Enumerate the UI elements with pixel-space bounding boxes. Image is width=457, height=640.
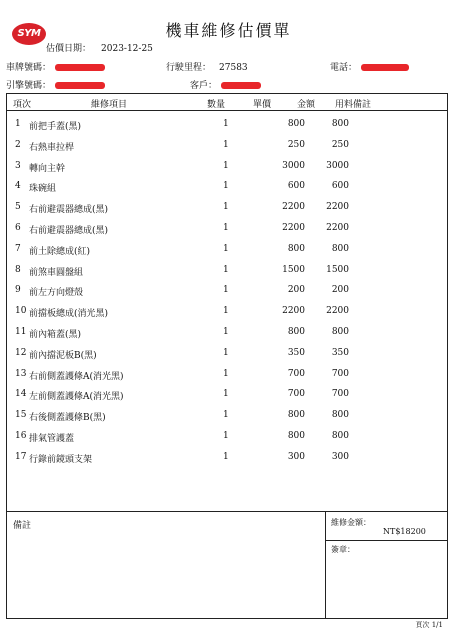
- table-row: [7, 322, 447, 342]
- engine-label: 引擎號碼：: [6, 81, 52, 91]
- row-item-name: 前把手蓋(黑): [29, 122, 82, 132]
- row-amount: 350: [331, 347, 349, 358]
- table-row: [7, 239, 447, 259]
- row-qty: 1: [223, 306, 229, 317]
- header-qty: 數量: [207, 100, 226, 110]
- total-value: NT$18200: [383, 527, 426, 536]
- row-price: 3000: [282, 160, 305, 171]
- table-row: [7, 280, 447, 300]
- row-qty: 1: [223, 431, 229, 441]
- table-row: [7, 114, 447, 134]
- row-price: 2200: [282, 306, 305, 317]
- row-amount: 700: [331, 368, 349, 379]
- row-no: 6: [15, 223, 21, 233]
- row-price: 250: [287, 139, 305, 150]
- row-qty: 1: [223, 451, 229, 462]
- row-amount: 800: [331, 243, 349, 254]
- row-qty: 1: [223, 389, 229, 400]
- row-qty: 1: [223, 181, 229, 192]
- row-qty: 1: [223, 243, 229, 254]
- row-item-name: 行錄前鏡頭支架: [29, 454, 93, 465]
- row-item-name: 排氣管護蓋: [29, 434, 75, 444]
- row-item-name: 前內擋泥板B(黑): [29, 350, 97, 361]
- row-amount: 200: [331, 285, 349, 296]
- plate-redaction: [55, 64, 105, 71]
- row-amount: 800: [331, 119, 349, 129]
- table-row: [7, 364, 447, 384]
- row-no: 8: [15, 264, 21, 275]
- row-qty: 1: [223, 202, 229, 213]
- row-price: 800: [287, 327, 305, 337]
- mileage-label: 行駛里程：: [166, 63, 212, 73]
- row-amount: 300: [331, 451, 349, 462]
- row-no: 3: [15, 160, 21, 171]
- row-no: 13: [15, 368, 27, 379]
- document-title: 機車維修估價單: [165, 21, 292, 40]
- signature-label: 簽章：: [331, 545, 355, 554]
- row-qty: 1: [223, 368, 229, 379]
- customer-label: 客戶：: [190, 81, 218, 91]
- row-no: 11: [15, 327, 27, 337]
- table-row: [7, 447, 447, 467]
- row-qty: 1: [223, 285, 229, 296]
- row-no: 15: [15, 410, 27, 421]
- remarks-label: 備註: [13, 521, 32, 531]
- phone-redaction: [361, 64, 409, 71]
- phone-field: [330, 60, 409, 73]
- table-row: [7, 426, 447, 446]
- row-price: 700: [287, 368, 305, 379]
- row-qty: 1: [223, 264, 229, 275]
- header-no: 項次: [13, 100, 32, 110]
- plate-label: 車牌號碼：: [6, 63, 52, 73]
- row-amount: 3000: [326, 160, 349, 171]
- row-item-name: 右前避震器總成(黑): [29, 205, 109, 216]
- row-price: 800: [287, 431, 305, 441]
- plate-field: [6, 60, 105, 73]
- row-price: 1500: [282, 264, 305, 275]
- row-amount: 800: [331, 410, 349, 421]
- row-item-name: 前內箱蓋(黑): [29, 330, 82, 340]
- row-no: 12: [15, 347, 27, 358]
- row-amount: 800: [331, 431, 349, 441]
- row-amount: 250: [331, 139, 349, 150]
- row-qty: 1: [223, 347, 229, 358]
- row-price: 800: [287, 119, 305, 129]
- row-no: 2: [15, 139, 21, 150]
- row-item-name: 前煞車圓盤組: [29, 267, 84, 278]
- row-amount: 2200: [326, 202, 349, 213]
- row-item-name: 前土除總成(紅): [29, 246, 91, 257]
- row-price: 2200: [282, 223, 305, 233]
- table-row: [7, 135, 447, 155]
- estimate-table: [6, 93, 448, 619]
- row-item-name: 前擋板總成(消光黑): [29, 309, 109, 320]
- row-item-name: 右前避震器總成(黑): [29, 226, 109, 236]
- row-qty: 1: [223, 139, 229, 150]
- row-amount: 1500: [326, 264, 349, 275]
- row-item-name: 右後側蓋護條B(黑): [29, 413, 106, 424]
- row-price: 800: [287, 243, 305, 254]
- customer-field: [190, 78, 261, 91]
- mileage-field: [166, 60, 248, 73]
- row-no: 4: [15, 181, 21, 192]
- row-price: 300: [287, 451, 305, 462]
- row-item-name: 右前側蓋護條A(消光黑): [29, 371, 124, 382]
- customer-redaction: [221, 82, 261, 89]
- row-price: 700: [287, 389, 305, 400]
- engine-field: [6, 78, 105, 91]
- estimate-date: [46, 41, 153, 54]
- row-amount: 700: [331, 389, 349, 400]
- footer-divider: [7, 511, 447, 512]
- sym-logo: SYM: [12, 23, 46, 45]
- table-row: [7, 301, 447, 321]
- page-number: 頁次 1/1: [415, 621, 443, 629]
- row-no: 7: [15, 243, 21, 254]
- mileage-value: 27583: [219, 63, 248, 73]
- table-row: [7, 384, 447, 404]
- row-qty: 1: [223, 223, 229, 233]
- row-price: 200: [287, 285, 305, 296]
- row-item-name: 轉向主幹: [29, 163, 66, 174]
- row-no: 17: [15, 451, 27, 462]
- row-no: 14: [15, 389, 27, 400]
- row-item-name: 左前側蓋護條A(消光黑): [29, 392, 124, 403]
- row-no: 1: [15, 119, 21, 129]
- row-price: 350: [287, 347, 305, 358]
- header-item: 維修項目: [91, 100, 128, 110]
- row-no: 10: [15, 306, 27, 317]
- total-label: 維修金額：: [331, 518, 371, 527]
- row-qty: 1: [223, 410, 229, 421]
- header-price: 單價: [253, 100, 272, 110]
- row-no: 5: [15, 202, 21, 213]
- row-qty: 1: [223, 327, 229, 337]
- header-note: 用料備註: [335, 100, 372, 110]
- row-qty: 1: [223, 160, 229, 171]
- row-no: 16: [15, 431, 27, 441]
- row-price: 600: [287, 181, 305, 192]
- row-amount: 2200: [326, 306, 349, 317]
- table-row: [7, 343, 447, 363]
- date-value: 2023-12-25: [101, 44, 153, 54]
- date-label: 估價日期：: [46, 44, 92, 54]
- engine-redaction: [55, 82, 105, 89]
- header-divider: [7, 110, 447, 111]
- row-item-name: 前左方向燈殼: [29, 288, 84, 299]
- row-amount: 2200: [326, 223, 349, 233]
- header-amount: 金額: [297, 100, 316, 110]
- footer-row-divider: [325, 540, 447, 541]
- row-amount: 600: [331, 181, 349, 192]
- row-amount: 800: [331, 327, 349, 337]
- footer-column-divider: [325, 511, 326, 618]
- table-row: [7, 156, 447, 176]
- table-row: [7, 218, 447, 238]
- table-row: [7, 176, 447, 196]
- row-price: 2200: [282, 202, 305, 213]
- row-no: 9: [15, 285, 21, 296]
- table-row: [7, 405, 447, 425]
- row-item-name: 珠碗組: [29, 184, 57, 195]
- phone-label: 電話：: [330, 63, 358, 73]
- row-price: 800: [287, 410, 305, 421]
- table-row: [7, 260, 447, 280]
- row-qty: 1: [223, 119, 229, 129]
- table-row: [7, 197, 447, 217]
- row-item-name: 右熱車拉桿: [29, 142, 75, 153]
